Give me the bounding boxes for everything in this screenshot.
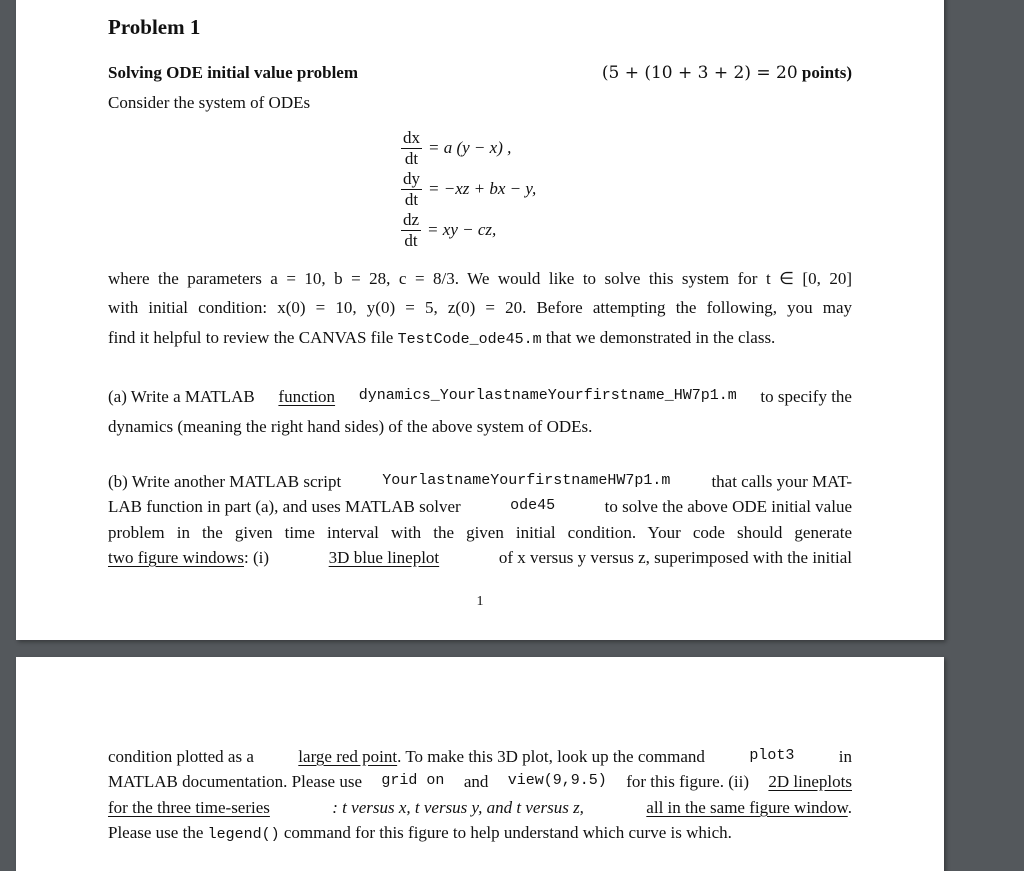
points-word: points) — [801, 63, 852, 82]
intro-text: Consider the system of ODEs — [108, 93, 311, 112]
text: MATLAB documentation. Please use — [108, 772, 363, 791]
code-command: view(9,9.5) — [507, 772, 607, 789]
fraction-denominator: dt — [404, 189, 419, 209]
code-filename: TestCode_ode45.m — [397, 331, 542, 348]
code-filename: YourlastnameYourfirstnameHW7p1.m — [382, 472, 671, 489]
equation-dy — [401, 170, 536, 209]
paragraph-1-line-3 — [108, 328, 852, 348]
text: (a) Write a MATLAB — [108, 387, 255, 406]
text: command for this figure to help understand which curve is which. — [283, 823, 732, 842]
equation-dx — [401, 129, 511, 168]
underlined-group — [646, 798, 852, 818]
fraction-denominator: dt — [404, 148, 419, 168]
equation-rhs: = a (y − x) , — [428, 138, 512, 158]
code-filename: dynamics_YourlastnameYourfirstname_HW7p1.m — [358, 387, 737, 404]
text: : t versus x, t versus y, and t versus z, — [332, 798, 584, 817]
paragraph-1-line-1: where the parameters a = 10, b = 28, c = 8/3. We would like to solve this system for t ∈ [0, 20] — [108, 269, 852, 288]
fraction-dy-dt — [401, 170, 422, 209]
equation-dz — [401, 211, 496, 250]
text: Please use the — [108, 823, 204, 842]
underlined-text: large red point — [298, 747, 398, 766]
page-2-line-1 — [108, 747, 852, 767]
underlined-group — [298, 747, 705, 767]
text: that calls your MAT- — [711, 472, 852, 491]
part-b-line-1 — [108, 472, 852, 492]
code-solver: ode45 — [510, 497, 556, 514]
problem-title: Problem 1 — [108, 15, 201, 39]
underlined-term: function — [278, 387, 336, 406]
text: of x versus y versus z, superimposed with the initial — [498, 548, 852, 567]
text: that we demonstrated in the class. — [545, 328, 776, 347]
page-2-line-2 — [108, 772, 852, 792]
code-command: plot3 — [749, 747, 795, 764]
pdf-page-1 — [16, 0, 944, 640]
fraction-dx-dt — [401, 129, 422, 168]
points-expression: (5 + (10 + 3 + 2) = 20 — [601, 63, 798, 83]
text: to specify the — [760, 387, 852, 406]
underlined-text: all in the same figure window — [646, 798, 848, 817]
problem-subtitle: Solving ODE initial value problem — [108, 63, 359, 82]
equation-rhs: = −xz + bx − y, — [428, 179, 537, 199]
text: to solve the above ODE initial value — [604, 497, 852, 516]
part-b-line-4 — [108, 548, 852, 568]
points-total — [602, 63, 852, 83]
fraction-numerator: dz — [403, 210, 420, 229]
part-b-line-3: problem in the given time interval with the given initial condition. Your code should generate — [108, 523, 852, 542]
text: condition plotted as a — [108, 747, 254, 766]
text: LAB function in part (a), and uses MATLAB solver — [108, 497, 461, 516]
text: . To make this 3D plot, look up the command — [397, 747, 705, 766]
page-2-line-4 — [108, 823, 852, 843]
code-command: legend() — [207, 826, 280, 843]
equation-rhs: = xy − cz, — [427, 220, 497, 240]
underlined-text: two figure windows — [108, 548, 244, 567]
part-a-line-1 — [108, 387, 852, 407]
fraction-numerator: dx — [403, 128, 420, 147]
underlined-term — [108, 548, 269, 568]
underlined-term: 3D blue lineplot — [328, 548, 440, 567]
text: find it helpful to review the CANVAS file — [108, 328, 394, 347]
underlined-term: for the three time-series — [108, 798, 270, 817]
text: for this figure. (ii) — [626, 772, 749, 791]
text: . — [847, 798, 852, 817]
page-number: 1 — [476, 594, 484, 609]
pdf-page-2 — [16, 657, 944, 871]
page-2-line-3 — [108, 798, 852, 818]
part-a-line-2: dynamics (meaning the right hand sides) of the above system of ODEs. — [108, 417, 593, 436]
text: in — [838, 747, 852, 766]
text: (b) Write another MATLAB script — [108, 472, 342, 491]
code-command: grid on — [381, 772, 445, 789]
underlined-term: 2D lineplots — [768, 772, 852, 791]
paragraph-1-line-2: with initial condition: x(0) = 10, y(0) = 5, z(0) = 20. Before attempting the following, you may — [108, 298, 852, 317]
fraction-dz-dt — [401, 211, 421, 250]
text: : (i) — [243, 548, 270, 567]
fraction-denominator: dt — [404, 230, 418, 250]
text: and — [463, 772, 489, 791]
part-b-line-2 — [108, 497, 852, 517]
fraction-numerator: dy — [403, 169, 420, 188]
